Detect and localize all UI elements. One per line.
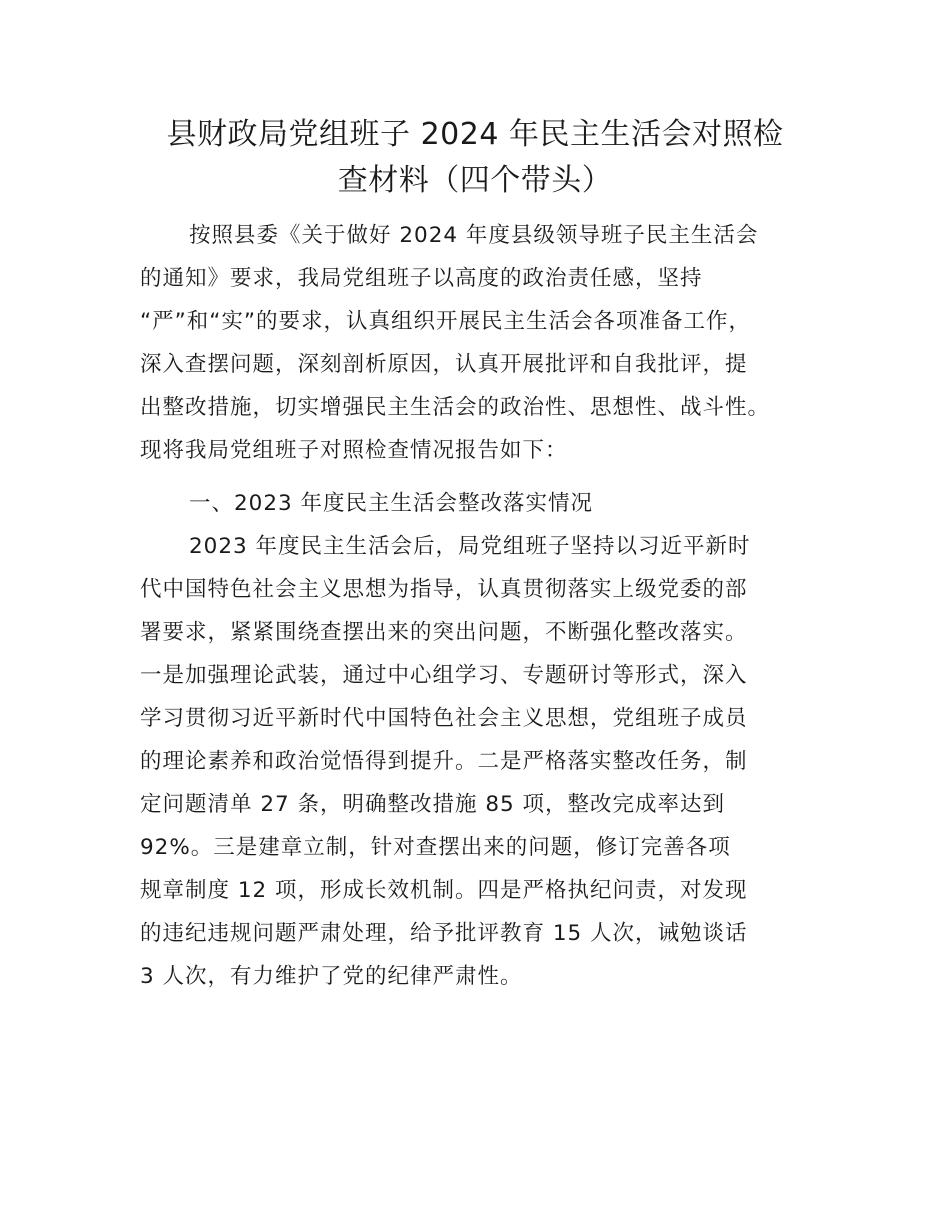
section-1-line-11: 3 人次，有力维护了党的纪律严肃性。 (140, 964, 523, 989)
intro-line-5: 出整改措施，切实增强民主生活会的政治性、思想性、战斗性。 (140, 395, 771, 420)
intro-line-2: 的通知》要求，我局党组班子以高度的政治责任感，坚持 (140, 266, 703, 291)
title-line-2: 查材料（四个带头） (337, 163, 613, 198)
section-1-line-1: 2023 年度民主生活会后，局党组班子坚持以习近平新时 (189, 534, 751, 559)
title-line-1: 县财政局党组班子 2024 年民主生活会对照检 (166, 117, 784, 152)
intro-line-3: “严”和“实”的要求，认真组织开展民主生活会各项准备工作， (140, 309, 752, 334)
section-1-heading (140, 482, 832, 525)
section-1-line-10: 的违纪违规问题严肃处理，给予批评教育 15 人次，诫勉谈话 (140, 921, 748, 946)
section-1-line-5: 学习贯彻习近平新时代中国特色社会主义思想，党组班子成员 (140, 706, 748, 731)
section-1-heading-text: 一、2023 年度民主生活会整改落实情况 (189, 491, 594, 516)
section-1-line-2: 代中国特色社会主义思想为指导，认真贯彻落实上级党委的部 (140, 577, 748, 602)
intro-paragraph (140, 214, 832, 472)
section-1-line-7: 定问题清单 27 条，明确整改措施 85 项，整改完成率达到 (140, 792, 726, 817)
section-1-line-8: 92%。三是建章立制，针对查摆出来的问题，修订完善各项 (140, 835, 731, 860)
intro-line-1: 按照县委《关于做好 2024 年度县级领导班子民主生活会 (189, 223, 759, 248)
intro-line-4: 深入查摆问题，深刻剖析原因，认真开展批评和自我批评，提 (140, 352, 748, 377)
intro-line-6: 现将我局党组班子对照检查情况报告如下： (140, 438, 568, 463)
section-1-line-4: 一是加强理论武装，通过中心组学习、专题研讨等形式，深入 (140, 663, 748, 688)
section-1-paragraph (140, 525, 832, 998)
section-1-line-9: 规章制度 12 项，形成长效机制。四是严格执纪问责，对发现 (140, 878, 748, 903)
section-1-line-6: 的理论素养和政治觉悟得到提升。二是严格落实整改任务，制 (140, 749, 748, 774)
document-title (140, 112, 810, 204)
section-1-line-3: 署要求，紧紧围绕查摆出来的突出问题，不断强化整改落实。 (140, 620, 748, 645)
